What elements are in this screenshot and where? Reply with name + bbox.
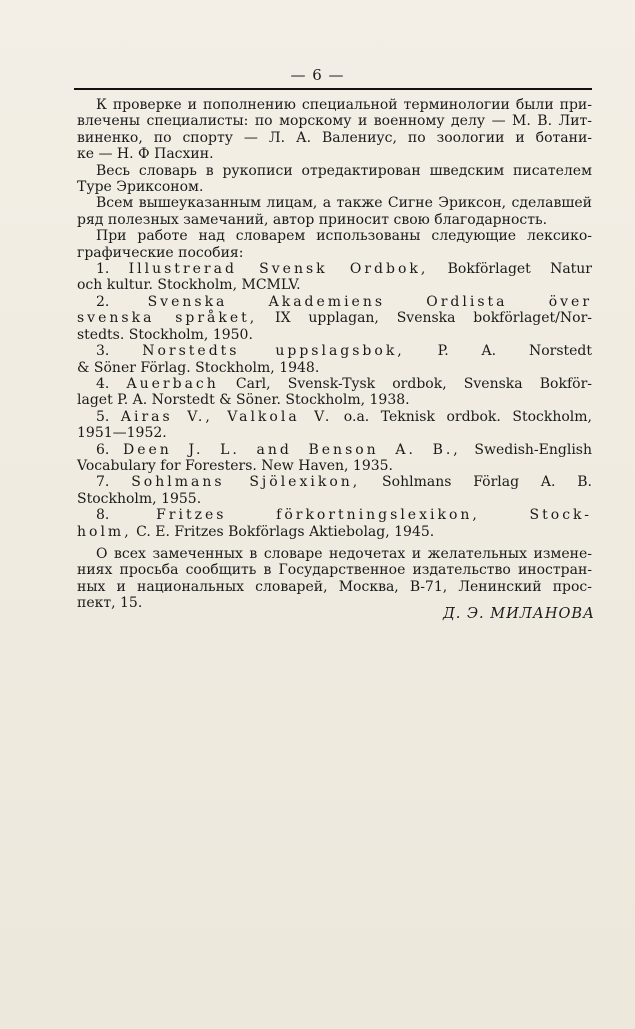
reference-item	[77, 409, 592, 442]
text-line: ке — Н. Ф Пасхин.	[77, 146, 214, 163]
reference-item	[77, 261, 592, 294]
reference-title: svenska språket,	[77, 310, 258, 327]
reference-details: IX upplagan, Svenska bokförlaget/Nor-	[257, 310, 592, 327]
text-line: ных и национальных словарей, Москва, В-71, Ленинский прос-	[77, 578, 592, 595]
text-line: К проверке и пополнению специальной терминологии были при-	[96, 97, 592, 113]
author-signature: Д. Э. МИЛАНОВА	[442, 606, 595, 622]
text-line: О всех замеченных в словаре недочетах и желательных измене-	[96, 545, 592, 562]
paragraph-sources-intro	[77, 228, 592, 261]
reference-item	[77, 294, 592, 343]
reference-number: 4.	[96, 375, 110, 392]
reference-line	[77, 343, 592, 359]
reference-details: Carl, Svensk-Tysk ordbok, Svenska Bokför-	[218, 375, 592, 392]
reference-number: 1.	[96, 261, 110, 278]
page-number: — 6 —	[290, 66, 345, 84]
reference-details: Sohlmans Förlag A. B.	[360, 474, 593, 491]
reference-line	[77, 458, 592, 474]
reference-number: 7.	[96, 474, 110, 491]
paragraph-specialists	[77, 97, 592, 163]
reference-details: laget P. A. Norstedt & Söner. Stockholm, 1938.	[77, 392, 410, 409]
text-line: Туре Эриксоном.	[77, 179, 204, 196]
reference-line	[77, 425, 592, 441]
reference-number: 2.	[96, 293, 110, 310]
text-line: ниях просьба сообщить в Государственное издательство иностран-	[77, 562, 592, 579]
text-line: графические пособия:	[77, 244, 244, 261]
reference-line	[77, 392, 592, 408]
reference-line	[77, 524, 592, 540]
reference-number: 5.	[96, 408, 110, 425]
reference-details: stedts. Stockholm, 1950.	[77, 326, 253, 343]
paragraph-feedback	[77, 546, 592, 612]
paragraph-editor	[77, 163, 592, 196]
reference-line	[77, 491, 592, 507]
reference-line	[77, 294, 592, 310]
reference-item	[77, 376, 592, 409]
reference-line	[77, 261, 592, 277]
text-line: ряд полезных замечаний, автор приносит свою благодарность.	[77, 211, 548, 228]
text-line: пект, 15.	[77, 595, 143, 612]
reference-title: Sohlmans Sjölexikon,	[131, 474, 361, 491]
reference-details: Bokförlaget Natur	[428, 261, 592, 278]
reference-title: Illustrerad Svensk Ordbok,	[128, 261, 429, 278]
paragraph-thanks	[77, 195, 592, 228]
reference-title: Auerbach	[126, 375, 219, 392]
reference-details: P. A. Norstedt	[404, 343, 593, 360]
reference-details: & Söner Förlag. Stockholm, 1948.	[77, 359, 320, 376]
text-line: Весь словарь в рукописи отредактирован шведским писателем	[96, 162, 592, 179]
reference-line	[77, 507, 592, 523]
reference-item	[77, 507, 592, 540]
reference-title: holm,	[77, 523, 132, 540]
reference-title: Deen J. L. and Benson A. B.,	[123, 441, 461, 458]
reference-number: 8.	[96, 507, 110, 524]
reference-line	[77, 310, 592, 326]
text-line: При работе над словарем использованы следующие лексико-	[96, 228, 592, 245]
reference-details: o.a. Teknisk ordbok. Stockholm,	[332, 408, 592, 425]
reference-line	[77, 277, 592, 293]
reference-details: 1951—1952.	[77, 425, 167, 442]
reference-line	[77, 327, 592, 343]
text-line: Всем вышеуказанным лицам, а также Сигне Эриксон, сделавшей	[96, 195, 592, 212]
reference-details: Vocabulary for Foresters. New Haven, 1935.	[77, 457, 393, 474]
reference-details: Swedish-English	[460, 441, 593, 458]
reference-line	[77, 376, 592, 392]
reference-title: Fritzes förkortningslexikon, Stock-	[156, 507, 593, 524]
text-line: виненко, по спорту — Л. А. Валениус, по зоологии и ботани-	[77, 129, 592, 146]
reference-title: Svenska Akademiens Ordlista över	[147, 293, 593, 310]
reference-line	[77, 409, 592, 425]
reference-line	[77, 360, 592, 376]
reference-item	[77, 343, 592, 376]
text-line: влечены специалисты: по морскому и военному делу — М. В. Лит-	[77, 113, 592, 130]
reference-details: C. E. Fritzes Bokförlags Aktiebolag, 1945.	[131, 523, 435, 540]
reference-line	[77, 442, 592, 458]
reference-line	[77, 474, 592, 490]
reference-details: och kultur. Stockholm, MCMLV.	[77, 277, 301, 294]
body-text	[77, 97, 592, 612]
header-rule	[74, 88, 592, 90]
reference-details: Stockholm, 1955.	[77, 490, 202, 507]
reference-item	[77, 474, 592, 507]
reference-number: 3.	[96, 343, 110, 360]
reference-number: 6.	[96, 441, 110, 458]
reference-title: Norstedts uppslagsbok,	[142, 343, 405, 360]
reference-item	[77, 442, 592, 475]
reference-list	[77, 261, 592, 540]
reference-title: Airas V., Valkola V.	[120, 408, 333, 425]
